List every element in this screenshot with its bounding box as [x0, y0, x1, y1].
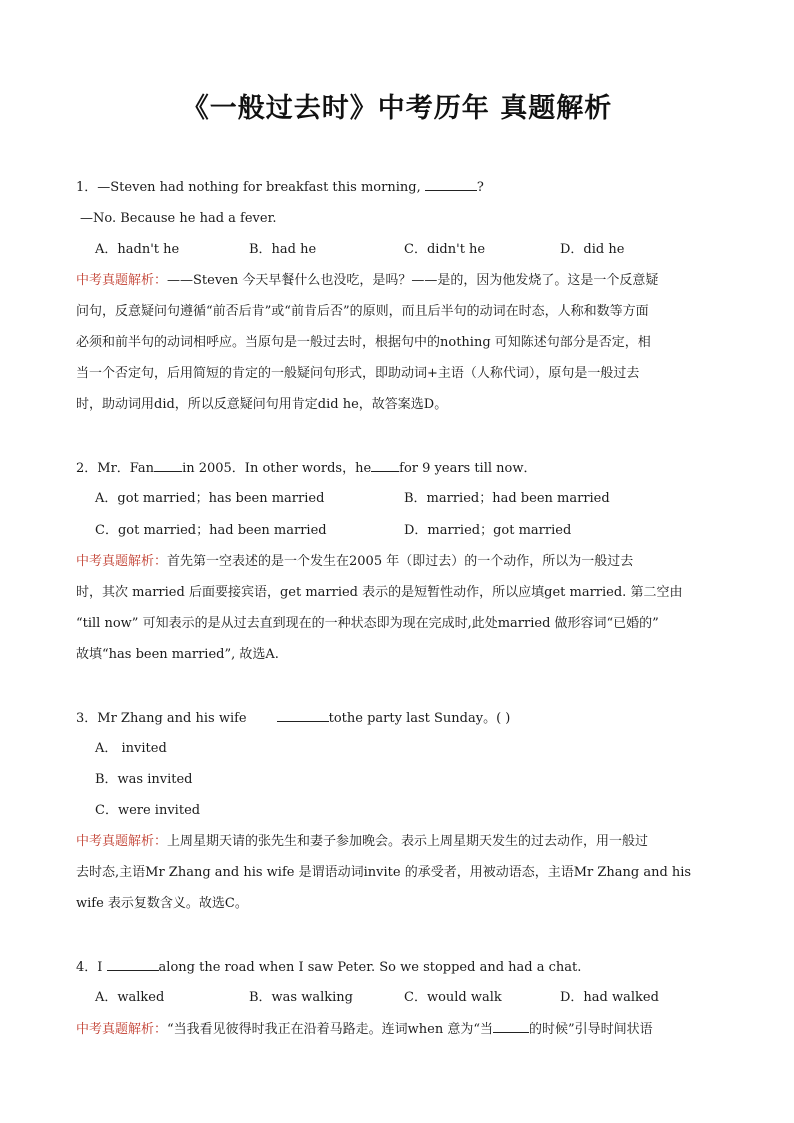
q2-option-b: B．married；had been married: [404, 491, 610, 506]
q3-analysis-line: wife 表示复数含义。故选C。: [76, 896, 248, 911]
q1-analysis-line: 当一个否定句，后用简短的肯定的一般疑问句形式，即助动词+主语（人称代词），原句是一般过去: [76, 366, 640, 381]
q3-option-c: C．were invited: [95, 803, 201, 818]
q1-stem: 1．—Steven had nothing for breakfast this morning, ?: [76, 180, 484, 195]
answer-blank: [493, 1020, 529, 1033]
answer-blank: [107, 958, 159, 971]
q1-analysis-line: 问句，反意疑问句遵循“前否后肯”或“前肯后否”的原则，而且后半句的动词在时态，人称和数等方面: [76, 304, 649, 319]
q1-option-a: A．hadn't he: [95, 242, 180, 257]
q4-analysis-line: 中考真题解析：“当我看见彼得时我正在沿着马路走。连词when 意为“当 的时候”引导时间状语: [76, 1022, 653, 1037]
q1-analysis-line: 中考真题解析：——Steven 今天早餐什么也没吃，是吗？——是的，因为他发烧了。这是一个反意疑: [76, 273, 659, 288]
q2-analysis-line: 中考真题解析：首先第一空表述的是一个发生在2005 年（即过去）的一个动作，所以为一般过去: [76, 554, 634, 569]
q4-stem: 4．I along the road when I saw Peter. So we stopped and had a chat.: [76, 960, 582, 975]
q1-analysis-line: 时，助动词用did，所以反意疑问句用肯定did he，故答案选D。: [76, 397, 448, 412]
q1-option-b: B．had he: [249, 242, 317, 257]
q4-option-d: D．had walked: [560, 990, 659, 1005]
q2-analysis-line: 时，其次 married 后面要接宾语，get married 表示的是短暂性动作，所以应填get married. 第二空由: [76, 585, 683, 600]
answer-blank: [425, 178, 477, 191]
q3-analysis-line: 中考真题解析：上周星期天请的张先生和妻子参加晚会。表示上周星期天发生的过去动作，用一般过: [76, 834, 649, 849]
q3-option-b: B．was invited: [95, 772, 193, 787]
analysis-label: 中考真题解析：: [76, 1022, 168, 1037]
analysis-label: 中考真题解析：: [76, 273, 168, 288]
q1-analysis-line: 必须和前半句的动词相呼应。当原句是一般过去时，根据句中的nothing 可知陈述句部分是否定，相: [76, 335, 651, 350]
q1-reply: —No. Because he had a fever.: [80, 211, 277, 226]
analysis-label: 中考真题解析：: [76, 554, 168, 569]
q1-option-c: C．didn't he: [404, 242, 486, 257]
document-title: 《一般过去时》中考历年 真题解析: [181, 93, 613, 124]
q2-option-d: D．married；got married: [404, 523, 572, 538]
answer-blank: [154, 459, 182, 472]
q4-option-c: C．would walk: [404, 990, 502, 1005]
q2-analysis-line: 故填“has been married”, 故选A.: [76, 647, 279, 662]
q3-stem: 3．Mr Zhang and his wife tothe party last Sunday。( ): [76, 711, 511, 726]
analysis-label: 中考真题解析：: [76, 834, 168, 849]
q2-analysis-line: “till now” 可知表示的是从过去直到现在的一种状态即为现在完成时,此处married 做形容词“已婚的”: [76, 616, 659, 631]
answer-blank: [277, 709, 329, 722]
q4-option-a: A．walked: [95, 990, 165, 1005]
answer-blank: [371, 459, 399, 472]
q3-option-a: A． invited: [95, 741, 167, 756]
q2-option-c: C．got married；had been married: [95, 523, 327, 538]
q2-stem: 2．Mr．Fan in 2005．In other words，he for 9 years till now．: [76, 461, 537, 476]
q2-option-a: A．got married；has been married: [95, 491, 325, 506]
q1-option-d: D．did he: [560, 242, 625, 257]
q3-analysis-line: 去时态,主语Mr Zhang and his wife 是谓语动词invite 的承受者，用被动语态，主语Mr Zhang and his: [76, 865, 692, 880]
q4-option-b: B．was walking: [249, 990, 354, 1005]
